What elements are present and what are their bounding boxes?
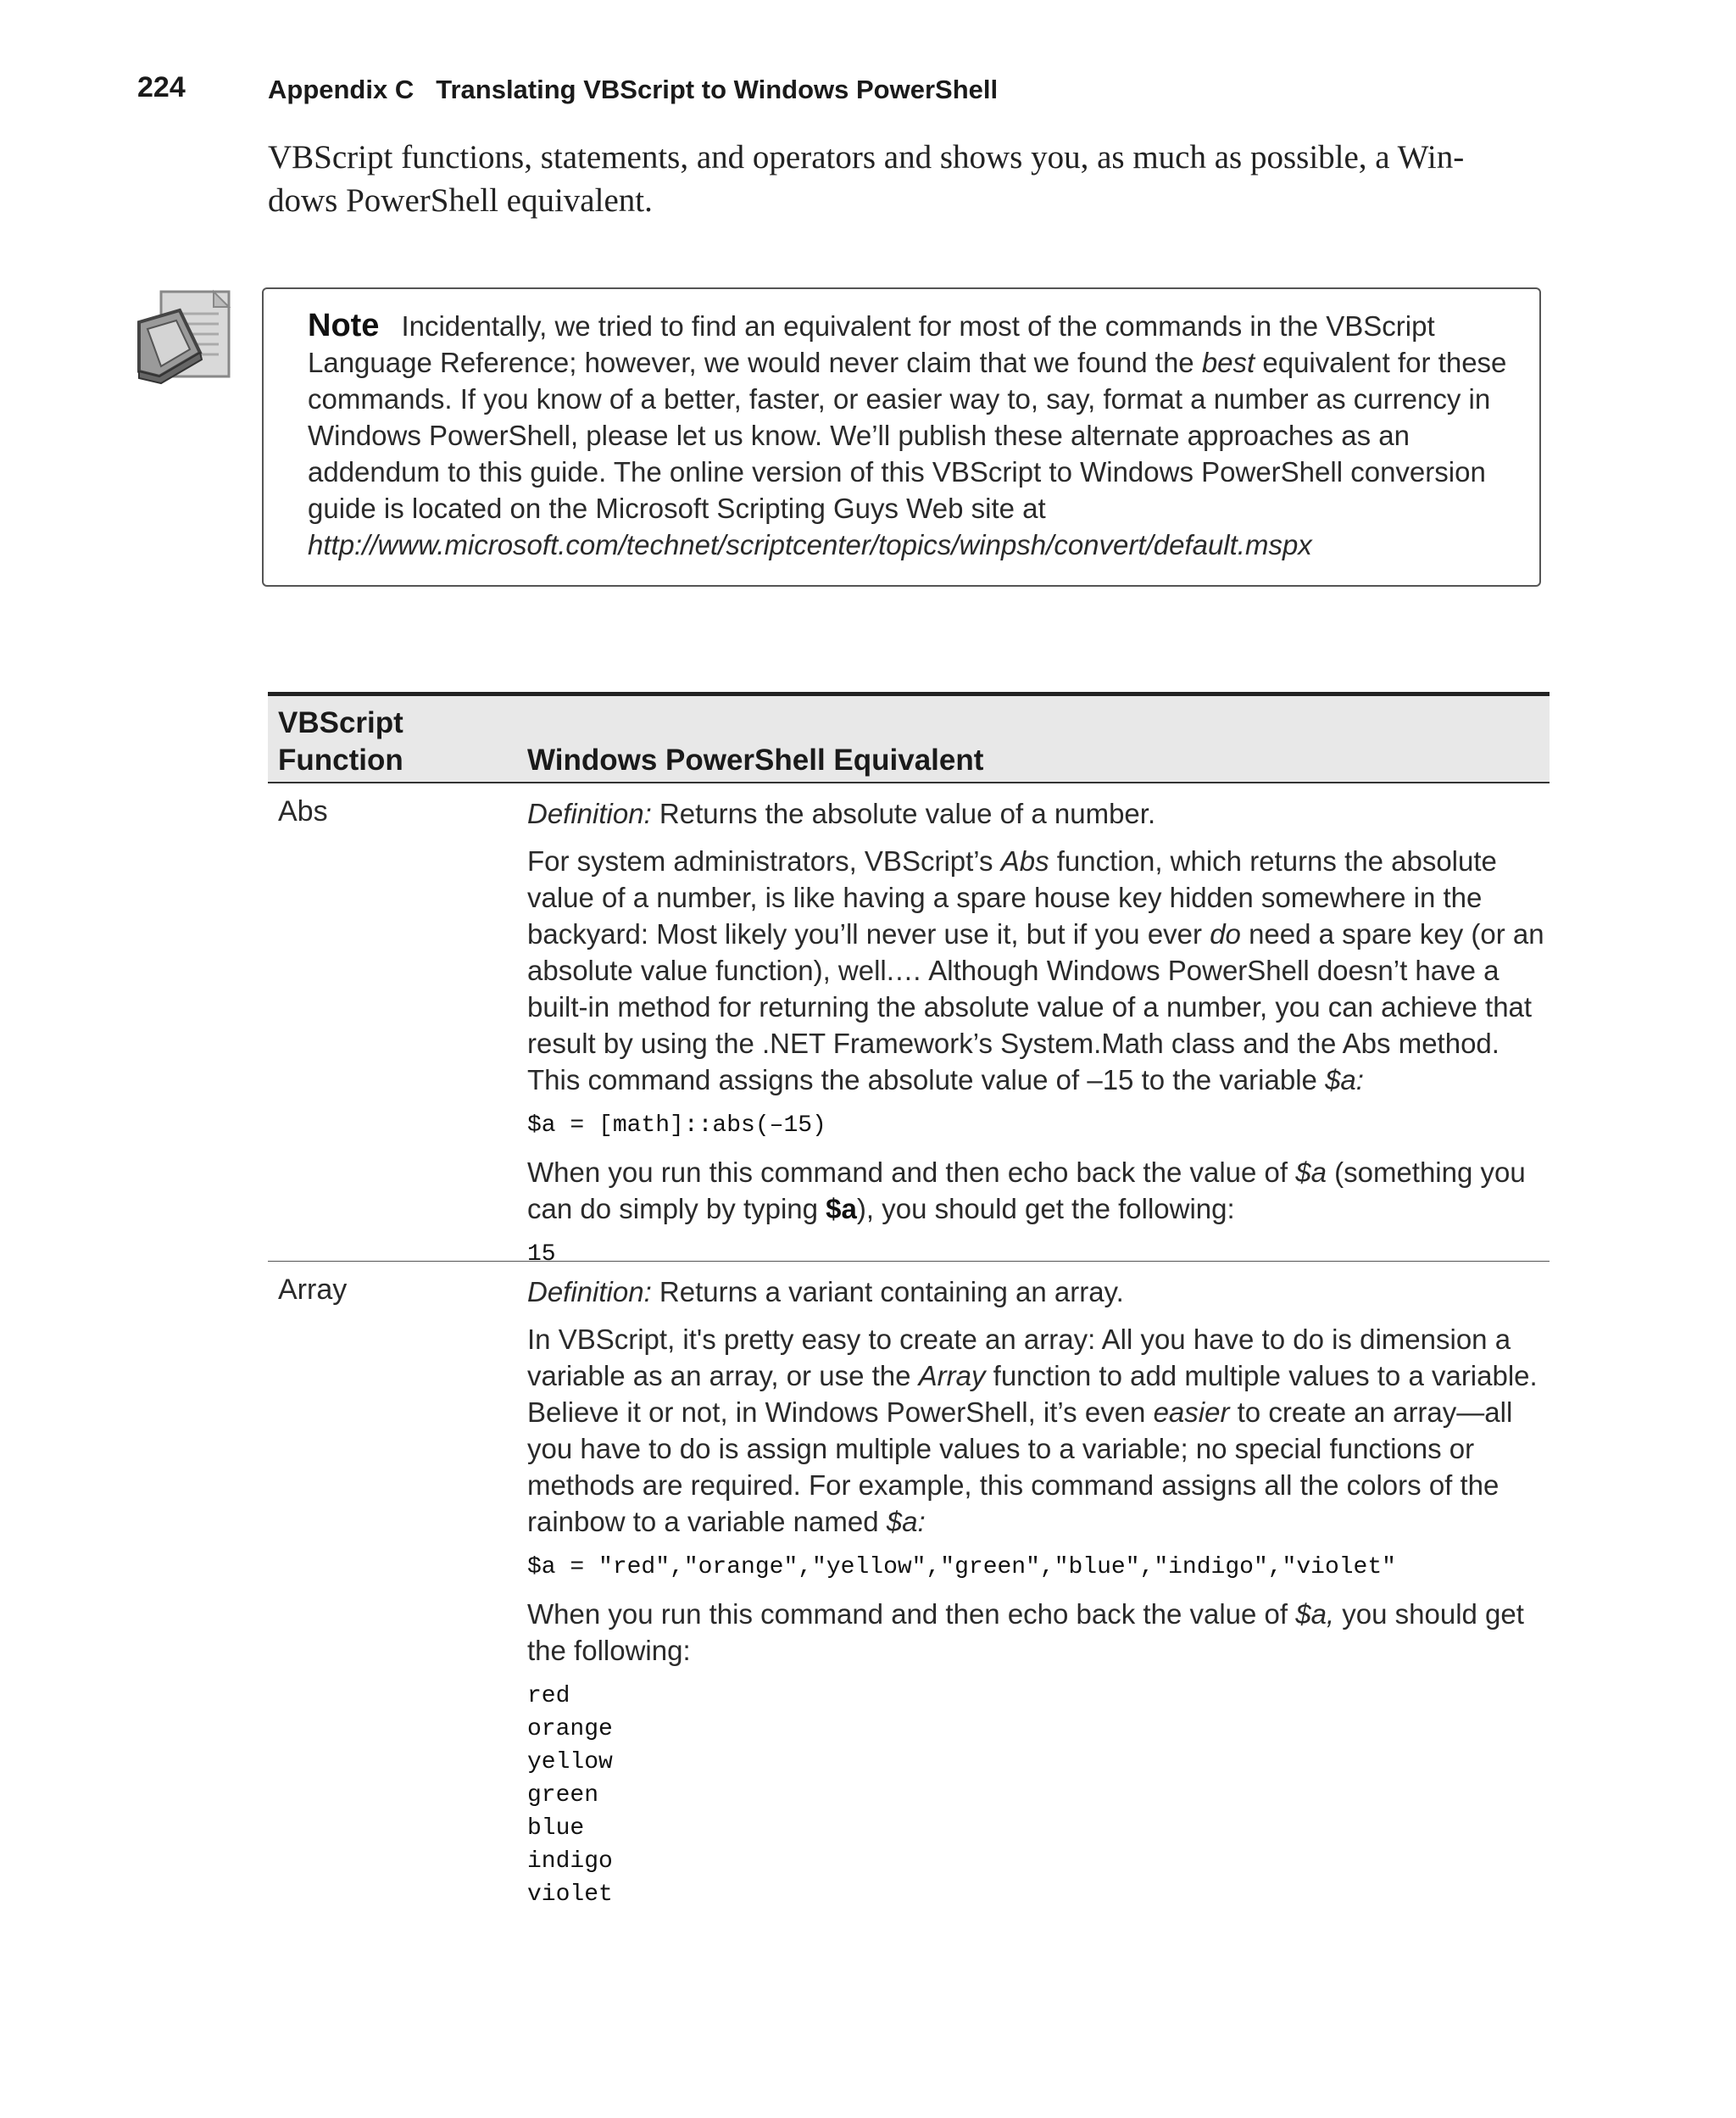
text-run: When you run this command and then echo back the value of (527, 1157, 1296, 1188)
header-col1-line1: VBScript (278, 706, 403, 739)
emphasis: $a, (1295, 1598, 1335, 1630)
note-text-part-1: Incidentally, we tried to find an equivalent for most of the commands in the VBScript Language Reference; however, we would never claim that we found the (308, 310, 1435, 378)
emphasis: $a: (1325, 1064, 1364, 1095)
running-header (0, 71, 1736, 109)
abs-output: 15 (527, 1241, 556, 1268)
note-url: http://www.microsoft.com/technet/scriptcenter/topics/winpsh/convert/default.mspx (308, 529, 1312, 560)
abs-paragraph-1 (527, 843, 1544, 1098)
chapter-title: Translating VBScript to Windows PowerShell (436, 75, 999, 104)
emphasis: $a: (886, 1506, 926, 1537)
abs-definition (527, 795, 1544, 832)
note-icon (136, 288, 237, 388)
table-header (268, 692, 1550, 783)
text-run: to create an array—all you have to do is assign multiple values to a variable; no special functions or methods are required. For example, this command assigns all the colors of the rainbow to a variable named (527, 1396, 1513, 1537)
function-name-array: Array (278, 1274, 348, 1306)
definition-text: Returns the absolute value of a number. (651, 798, 1156, 829)
text-run: function, which returns the absolute value of a number, is like having a spare house key hidden somewhere in the backyard: Most likely you’ll never use it, but if you ever (527, 845, 1497, 950)
text-run: In VBScript, it's pretty easy to create an array: All you have to do is dimension a variable as an array, or use the (527, 1324, 1511, 1391)
output-line: orange (527, 1716, 613, 1742)
header-vbscript-function (278, 705, 498, 779)
intro-line-2: dows PowerShell equivalent. (268, 182, 653, 219)
definition-text: Returns a variant containing an array. (651, 1276, 1124, 1307)
array-paragraph-1 (527, 1321, 1544, 1540)
output-line: blue (527, 1815, 585, 1842)
function-name-abs: Abs (278, 795, 328, 828)
note-box (262, 287, 1541, 587)
chapter-label: Appendix C (268, 75, 415, 104)
function-table (268, 692, 1550, 1906)
header-col1-line2: Function (278, 744, 403, 777)
abs-code-sample: $a = [math]::abs(–15) (527, 1112, 826, 1139)
text-run: you should get the following: (527, 1598, 1524, 1666)
note-text-part-2: equivalent for these commands. If you know of a better, faster, or easier way to, say, format a number as currency in Windows PowerShell, please let us know. We’ll publish these alternate approaches as an addendum to this guide. The online version of this VBScript to Windows PowerShell conversion guide is located on the Microsoft Scripting Guys Web site at (308, 347, 1507, 524)
text-run: When you run this command and then echo back the value of (527, 1598, 1296, 1630)
table-row (268, 783, 1550, 1268)
text-run: function to add multiple values to a variable. Believe it or not, in Windows PowerShell, it’s even (527, 1360, 1538, 1428)
running-title (268, 75, 998, 105)
emphasis: Array (918, 1360, 986, 1391)
output-line: red (527, 1683, 570, 1709)
output-line: indigo (527, 1848, 613, 1875)
intro-paragraph (268, 136, 1550, 222)
abs-paragraph-2 (527, 1154, 1544, 1227)
array-code-sample: $a = "red","orange","yellow","green","blue","indigo","violet" (527, 1554, 1396, 1580)
output-line: yellow (527, 1749, 613, 1775)
emphasis: do (1210, 918, 1241, 950)
emphasis: Abs (1000, 845, 1049, 877)
definition-label: Definition: (527, 1276, 652, 1307)
emphasis: easier (1153, 1396, 1230, 1428)
array-definition (527, 1274, 1544, 1310)
page-number: 224 (137, 71, 186, 103)
output-line: violet (527, 1881, 613, 1908)
note-label: Note (308, 308, 380, 343)
text-run: need a spare key (or an absolute value function), well.… Although Windows PowerShell doesn’t have a built-in method for returning the absolute value of a number, you can achieve that result by using the .NET Framework’s System.Math class and the Abs method. This command assigns the absolute value of –15 to the variable (527, 918, 1544, 1095)
text-run: ), you should get the following: (856, 1193, 1235, 1224)
header-powershell-equivalent: Windows PowerShell Equivalent (527, 744, 984, 777)
definition-label: Definition: (527, 798, 652, 829)
note-text (308, 308, 1511, 563)
table-row (268, 1262, 1550, 1906)
array-description (527, 1274, 1544, 1911)
note-emphasis: best (1201, 347, 1255, 378)
abs-description (527, 795, 1544, 1283)
output-line: green (527, 1782, 599, 1809)
text-run: (something you can do simply by typing (527, 1157, 1526, 1224)
emphasis: $a (1295, 1157, 1327, 1188)
array-paragraph-2 (527, 1596, 1544, 1669)
array-output (527, 1680, 1544, 1911)
strong-text: $a (826, 1193, 857, 1224)
text-run: For system administrators, VBScript’s (527, 845, 1001, 877)
intro-line-1: VBScript functions, statements, and operators and shows you, as much as possible, a Win- (268, 139, 1465, 176)
